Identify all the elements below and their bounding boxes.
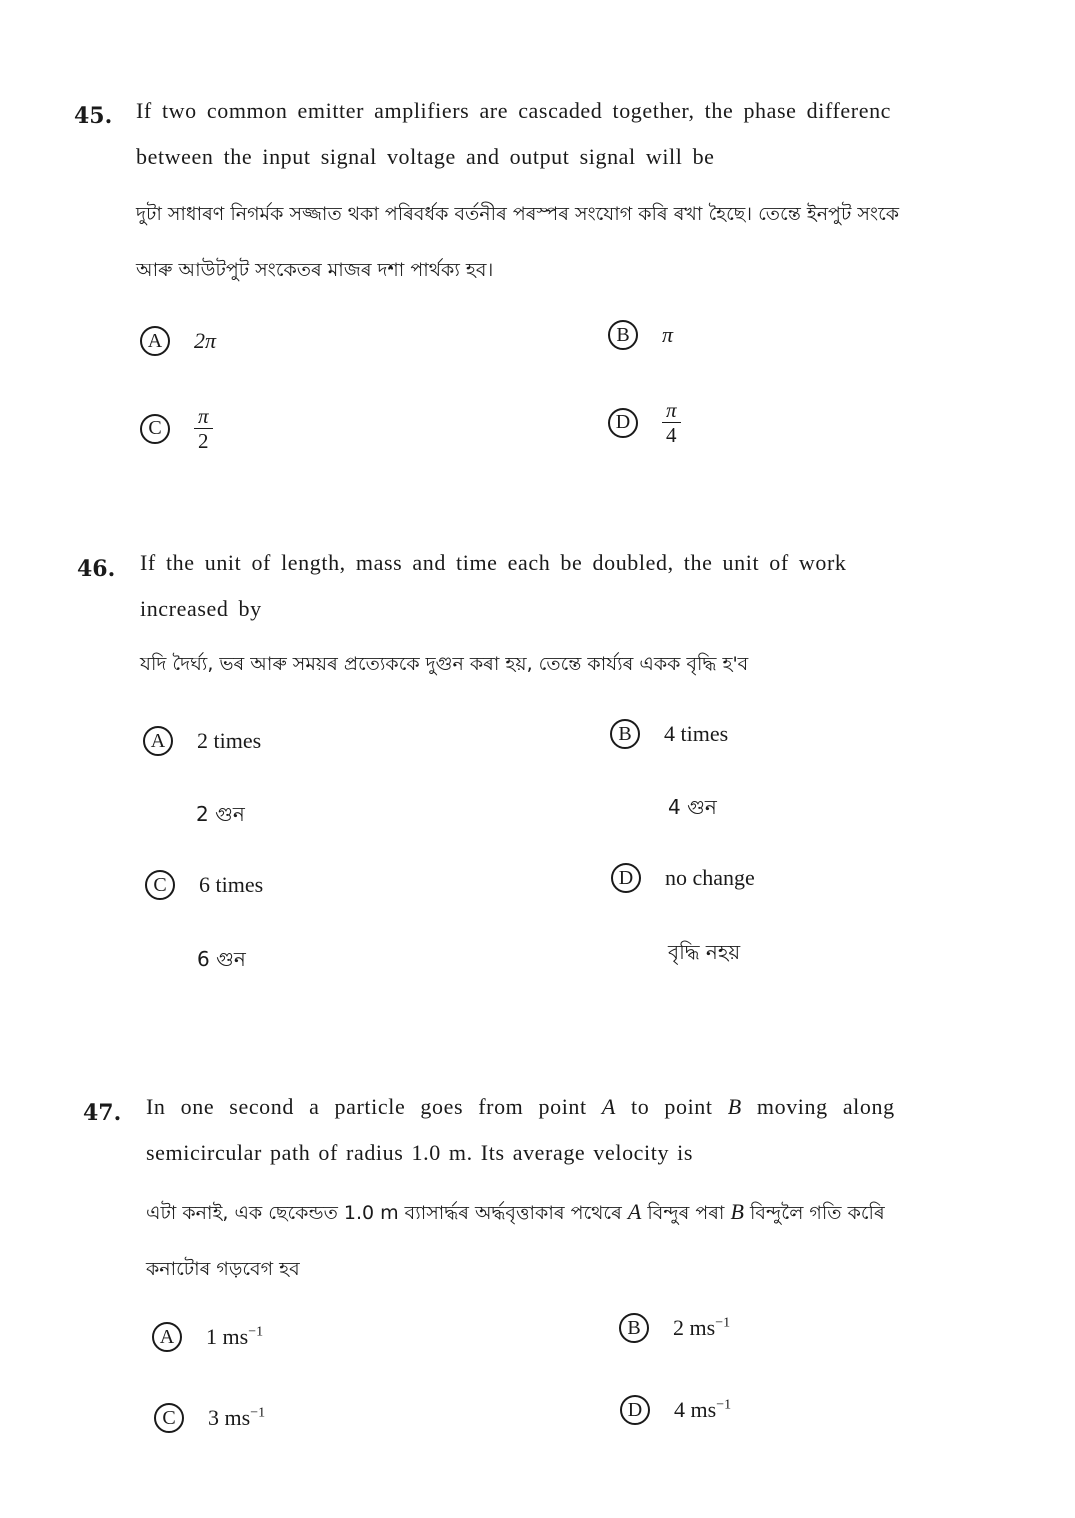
option-marker: D: [620, 1395, 650, 1425]
option-b-assamese: 4 গুন: [668, 795, 717, 819]
option-value: [208, 1405, 265, 1431]
value-exponent: −1: [248, 1324, 264, 1340]
value-base: 4 ms: [674, 1397, 717, 1422]
option-marker: D: [611, 863, 641, 893]
option-value: 4 times: [664, 721, 729, 746]
option-marker: C: [140, 414, 170, 444]
option-marker: D: [608, 408, 638, 438]
text-segment: বিন্দুৰ পৰা: [647, 1202, 725, 1224]
option-marker: A: [140, 326, 170, 356]
text-line: [146, 1184, 885, 1241]
point-a-symbol: A: [601, 1094, 616, 1119]
option-d[interactable]: [611, 863, 755, 893]
point-b-symbol: B: [727, 1094, 742, 1119]
question-text-assamese: [136, 186, 899, 298]
value-exponent: −1: [250, 1405, 266, 1421]
option-b[interactable]: [610, 719, 728, 749]
option-marker: B: [608, 320, 638, 350]
text-line: increased by: [140, 596, 262, 621]
option-value: 2π: [194, 328, 217, 353]
option-a-assamese: 2 গুন: [196, 802, 245, 826]
value-base: 2 ms: [673, 1315, 716, 1340]
fraction: [662, 398, 681, 447]
text-line: আৰু আউটপুট সংকেতৰ মাজৰ দশা পাৰ্থক্য হব।: [136, 259, 494, 281]
question-number: 47.: [83, 1100, 122, 1126]
option-value: [674, 1397, 731, 1423]
option-d[interactable]: [608, 398, 681, 447]
option-value: [673, 1315, 730, 1341]
text-line: [146, 1084, 895, 1130]
option-c-assamese: 6 গুন: [197, 947, 246, 971]
text-line: If the unit of length, mass and time each be doubled, the unit of work: [140, 550, 847, 575]
option-a[interactable]: [152, 1322, 263, 1352]
question-number: 46.: [77, 556, 116, 582]
option-value: π: [662, 322, 674, 347]
option-c[interactable]: [140, 404, 213, 453]
option-marker: B: [619, 1313, 649, 1343]
option-marker: B: [610, 719, 640, 749]
option-b[interactable]: [608, 320, 673, 350]
option-d-assamese: বৃদ্ধি নহয়: [668, 940, 741, 964]
value-exponent: −1: [716, 1397, 732, 1413]
point-a-symbol: A: [627, 1199, 642, 1224]
text-line: between the input signal voltage and output signal will be: [136, 144, 715, 169]
text-segment: In one second a particle goes from point: [146, 1094, 587, 1119]
text-line: If two common emitter amplifiers are cascaded together, the phase differenc: [136, 98, 892, 123]
option-marker: C: [154, 1403, 184, 1433]
fraction-denominator: 4: [666, 423, 677, 447]
option-value: 2 times: [197, 728, 262, 753]
value-exponent: −1: [715, 1315, 731, 1331]
option-a[interactable]: [140, 326, 216, 356]
option-marker: A: [152, 1322, 182, 1352]
option-b[interactable]: [619, 1313, 730, 1343]
text-segment: moving along: [756, 1094, 895, 1119]
text-line: semicircular path of radius 1.0 m. Its average velocity is: [146, 1140, 694, 1165]
text-segment: বিন্দুলৈ গতি কৰিে: [749, 1202, 885, 1224]
option-c[interactable]: [145, 870, 263, 900]
question-number: 45.: [74, 103, 113, 129]
text-segment: to point: [630, 1094, 713, 1119]
option-marker: C: [145, 870, 175, 900]
value-base: 3 ms: [208, 1405, 251, 1430]
option-a[interactable]: [143, 726, 261, 756]
text-line: কনাটোৰ গড়বেগ হব: [146, 1258, 300, 1280]
option-marker: A: [143, 726, 173, 756]
question-text-assamese: যদি দৈৰ্ঘ্য, ভৰ আৰু সময়ৰ প্ৰত্যেককে দুগুন কৰা হয়, তেন্তে কাৰ্য্যৰ একক বৃদ্ধি হ'ব: [140, 653, 749, 675]
question-text-english: [140, 540, 847, 632]
option-value: 6 times: [199, 872, 264, 897]
option-c[interactable]: [154, 1403, 265, 1433]
option-value: no change: [665, 865, 755, 890]
text-line: দুটা সাধাৰণ নিগৰ্মক সজ্জাত থকা পৰিবৰ্ধক বৰ্তনীৰ পৰস্পৰ সংযোগ কৰি ৰখা হৈছে। তেন্তে ইনপুট সংকে: [136, 203, 899, 225]
option-d[interactable]: [620, 1395, 731, 1425]
fraction: [194, 404, 213, 453]
question-text-english: [146, 1084, 895, 1176]
fraction-numerator: π: [194, 404, 213, 429]
question-text-english: [136, 88, 891, 180]
fraction-numerator: π: [662, 398, 681, 423]
value-base: 1 ms: [206, 1324, 249, 1349]
fraction-denominator: 2: [198, 429, 209, 453]
point-b-symbol: B: [730, 1199, 744, 1224]
option-value: [206, 1324, 263, 1350]
text-segment: এটা কনাই, এক ছেকেন্ডত 1.0 m ব্যাসাৰ্দ্ধৰ অৰ্দ্ধবৃত্তাকাৰ পথেৰে: [146, 1202, 622, 1224]
question-text-assamese: [146, 1184, 885, 1297]
